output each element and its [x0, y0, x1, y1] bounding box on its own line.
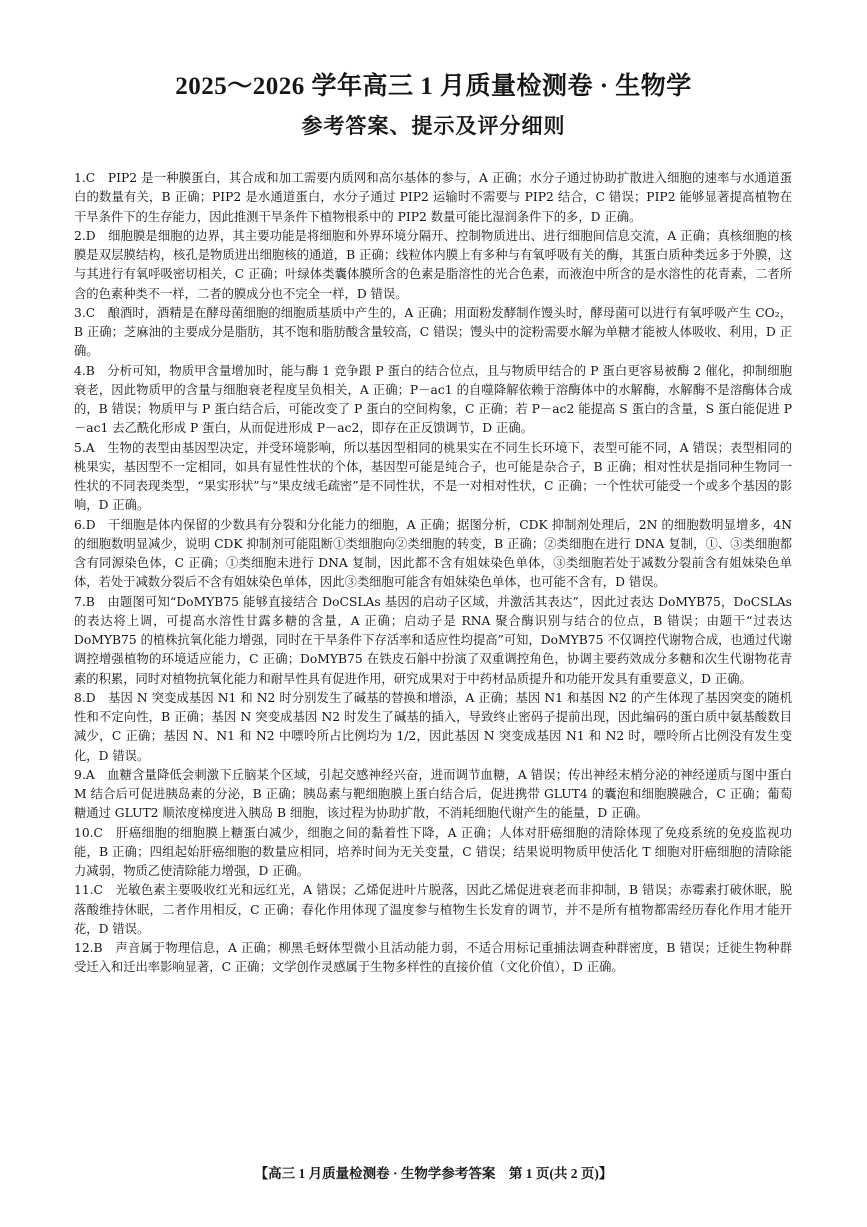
answer-item-10: 10.C 肝癌细胞的细胞膜上糖蛋白减少，细胞之间的黏着性下降，A 正确；人体对肝癌细胞的清除体现了免疫系统的免疫监视功能，B 正确；四组起始肝癌细胞的数量应相同，培养时间为无关变量，C 错误；结果说明物质甲使活化 T 细胞对肝癌细胞的清除能力减弱，物质乙使清除能力增强，D 正确。	[74, 825, 792, 878]
answer-list	[74, 169, 792, 978]
page-footer: 【高三 1 月质量检测卷 · 生物学参考答案 第 1 页(共 2 页)】	[254, 1166, 613, 1181]
answer-item-3: 3.C 酿酒时，酒精是在酵母菌细胞的细胞质基质中产生的，A 正确；用面粉发酵制作馒头时，酵母菌可以进行有氧呼吸产生 CO₂，B 正确；芝麻油的主要成分是脂肪，其不饱和脂肪酸含量较高，C 错误；馒头中的淀粉需要水解为单糖才能被人体吸收、利用，D 正确。	[74, 305, 792, 359]
answer-item-12: 12.B 声音属于物理信息，A 正确；柳黑毛蚜体型微小且活动能力弱，不适合用标记重捕法调查种群密度，B 错误；迁徙生物种群受迁入和迁出率影响显著，C 正确；文学创作灵感属于生物多样性的直接价值（文化价值），D 正确。	[74, 941, 792, 975]
answer-item-7: 7.B 由题图可知“DoMYB75 能够直接结合 DoCSLAs 基因的启动子区域，并激活其表达”，因此过表达 DoMYB75，DoCSLAs 的表达将上调，可提高水溶性甘露多糖的含量，A 正确；启动子是 RNA 聚合酶识别与结合的位点，B 错误；由题干“过表达 DoMYB75 的植株抗氧化能力增强，同时在干旱条件下存活率和适应性均提高”可知，DoMYB75 不仅调控代谢物合成，也通过代谢调控增强植物的环境适应能力，C 正确；DoMYB75 在铁皮石斛中扮演了双重调控角色，协调主要药效成分多糖和次生代谢物花青素的积累，同时对植物抗氧化能力和耐旱性具有促进作用，研究成果对于中药材品质提升和功能开发具有重要意义，D 正确。	[74, 594, 792, 686]
answer-item-8: 8.D 基因 N 突变成基因 N1 和 N2 时分别发生了碱基的替换和增添，A 正确；基因 N1 和基因 N2 的产生体现了基因突变的随机性和不定向性，B 正确；基因 N 突变成基因 N2 时发生了碱基的插入，导致终止密码子提前出现，因此编码的蛋白质中氨基酸数目减少，C 正确；基因 N、N1 和 N2 中嘌呤所占比例均为 1/2，因此基因 N 突变成基因 N1 和 N2 时，嘌呤所占比例没有发生变化，D 错误。	[74, 690, 792, 763]
answer-item-1: 1.C PIP2 是一种膜蛋白，其合成和加工需要内质网和高尔基体的参与，A 正确；水分子通过协助扩散进入细胞的速率与水通道蛋白的数量有关，B 正确；PIP2 是水通道蛋白，水分子通过 PIP2 运输时不需要与 PIP2 结合，C 错误；PIP2 能够显著提高植物在干旱条件下的生存能力，因此推测干旱条件下植物根系中的 PIP2 数量可能比湿润条件下的多，D 正确。	[74, 171, 792, 224]
answer-item-9: 9.A 血糖含量降低会刺激下丘脑某个区域，引起交感神经兴奋，进而调节血糖，A 错误；传出神经末梢分泌的神经递质与图中蛋白 M 结合后可促进胰岛素的分泌，B 正确；胰岛素与靶细胞膜上蛋白结合后，促进携带 GLUT4 的囊泡和细胞膜融合，C 正确；葡萄糖通过 GLUT2 顺浓度梯度进入胰岛 B 细胞，该过程为协助扩散，不消耗细胞代谢产生的能量，D 正确。	[74, 767, 792, 821]
answer-item-2: 2.D 细胞膜是细胞的边界，其主要功能是将细胞和外界环境分隔开、控制物质进出、进行细胞间信息交流，A 正确；真核细胞的核膜是双层膜结构，核孔是物质进出细胞核的通道，B 正确；线粒体内膜上有多种与有氧呼吸有关的酶，其蛋白质种类远多于外膜，这与其进行有氧呼吸密切相关，C 正确；叶绿体类囊体膜所含的色素是脂溶性的光合色素，而液泡中所含的是水溶性的花青素，二者所含的色素种类不一样，二者的膜成分也不完全一样，D 错误。	[74, 228, 792, 301]
answer-item-4: 4.B 分析可知，物质甲含量增加时，能与酶 1 竞争跟 P 蛋白的结合位点，且与物质甲结合的 P 蛋白更容易被酶 2 催化，抑制细胞衰老，因此物质甲的含量与细胞衰老程度呈负相关，A 正确；P－ac1 的自噬降解依赖于溶酶体中的水解酶，水解酶不是溶酶体合成的，B 错误；物质甲与 P 蛋白结合后，可能改变了 P 蛋白的空间构象，C 正确；若 P－ac2 能提高 S 蛋白的含量，S 蛋白能促进 P－ac1 去乙酰化形成 P 蛋白，从而促进形成 P－ac2，即存在正反馈调节，D 正确。	[74, 363, 792, 436]
answer-item-11: 11.C 光敏色素主要吸收红光和远红光，A 错误；乙烯促进叶片脱落，因此乙烯促进衰老而非抑制，B 错误；赤霉素打破休眠，脱落酸维持休眠，二者作用相反，C 正确；春化作用体现了温度参与植物生长发育的调节，并不是所有植物都需经历春化作用才能开花，D 错误。	[74, 883, 792, 936]
page-subtitle: 参考答案、提示及评分细则	[301, 114, 566, 138]
page-title: 2025～2026 学年高三 1 月质量检测卷 · 生物学	[175, 73, 692, 100]
answer-item-6: 6.D 干细胞是体内保留的少数具有分裂和分化能力的细胞，A 正确；据图分析，CDK 抑制剂处理后，2N 的细胞数明显增多，4N 的细胞数明显减少，说明 CDK 抑制剂可能阻断①类细胞向②类细胞的转变，B 正确；②类细胞在进行 DNA 复制，①、③类细胞都含有同源染色体，C 正确；①类细胞未进行 DNA 复制，因此都不含有姐妹染色单体，③类细胞若处于减数分裂前含有姐妹染色单体，若处于减数分裂后不含有姐妹染色单体，因此③类细胞可能含有姐妹染色单体，也可能不含有，D 错误。	[74, 517, 792, 590]
answer-item-5: 5.A 生物的表型由基因型决定，并受环境影响，所以基因型相同的桃果实在不同生长环境下，表型可能不同，A 错误；表型相同的桃果实，基因型不一定相同，如具有显性性状的个体，基因型可能是纯合子，也可能是杂合子，B 正确；相对性状是指同种生物同一性状的不同表现类型，“果实形状”与“果皮绒毛疏密”是不同性状，不是一对相对性状，C 正确；一个性状可能受一个或多个基因的影响，D 正确。	[74, 440, 792, 513]
